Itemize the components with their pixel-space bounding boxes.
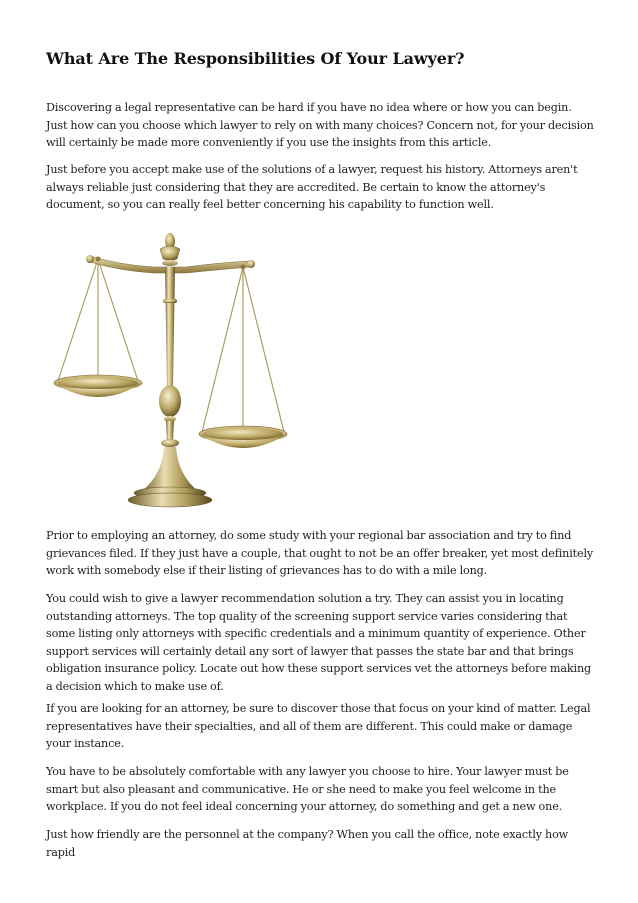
paragraph-4: You could wish to give a lawyer recommendation solution a try. They can assist you in locating outstanding attorneys. The top quality of the screening support service varies considering that some listing only attorneys with specific credentials and a minimum quantity of experience. Other support services will certainly detail any sort of lawyer that passes the state bar and that brings obligation insurance policy. Locate out how these support services vet the attorneys before making a decision which to make use of. <box>46 592 592 693</box>
paragraph-7: Just how friendly are the personnel at the company? When you call the office, note exactly how rapid <box>46 828 569 859</box>
scales-of-justice-icon <box>50 229 290 513</box>
paragraph-2: Just before you accept make use of the solutions of a lawyer, request his history. Attorneys aren't always reliable just considering that they are accredited. Be certain to know the attorney's document, so you can really feel better concerning his capability to function well. <box>46 163 578 212</box>
paragraph-3: Prior to employing an attorney, do some study with your regional bar association and try to find grievances filed. If they just have a couple, that ought to not be an offer breaker, yet most definitely work with somebody else if their listing of grievances has to do with a mile long. <box>46 529 594 578</box>
paragraph-6: You have to be absolutely comfortable with any lawyer you choose to hire. Your lawyer must be smart but also pleasant and communicative. He or she need to make you feel welcome in the workplace. If you do not feel ideal concerning your attorney, do something and get a new one. <box>46 765 569 814</box>
paragraph-1: Discovering a legal representative can be hard if you have no idea where or how you can begin. Just how can you choose which lawyer to rely on with many choices? Concern not, for your decision will certainly be made more conveniently if you use the insights from this article. <box>46 101 594 150</box>
document-title: What Are The Responsibilities Of Your Lawyer? <box>46 49 465 68</box>
paragraph-5: If you are looking for an attorney, be sure to discover those that focus on your kind of matter. Legal representatives have their specialties, and all of them are different. This could make or damage your instance. <box>46 702 591 751</box>
